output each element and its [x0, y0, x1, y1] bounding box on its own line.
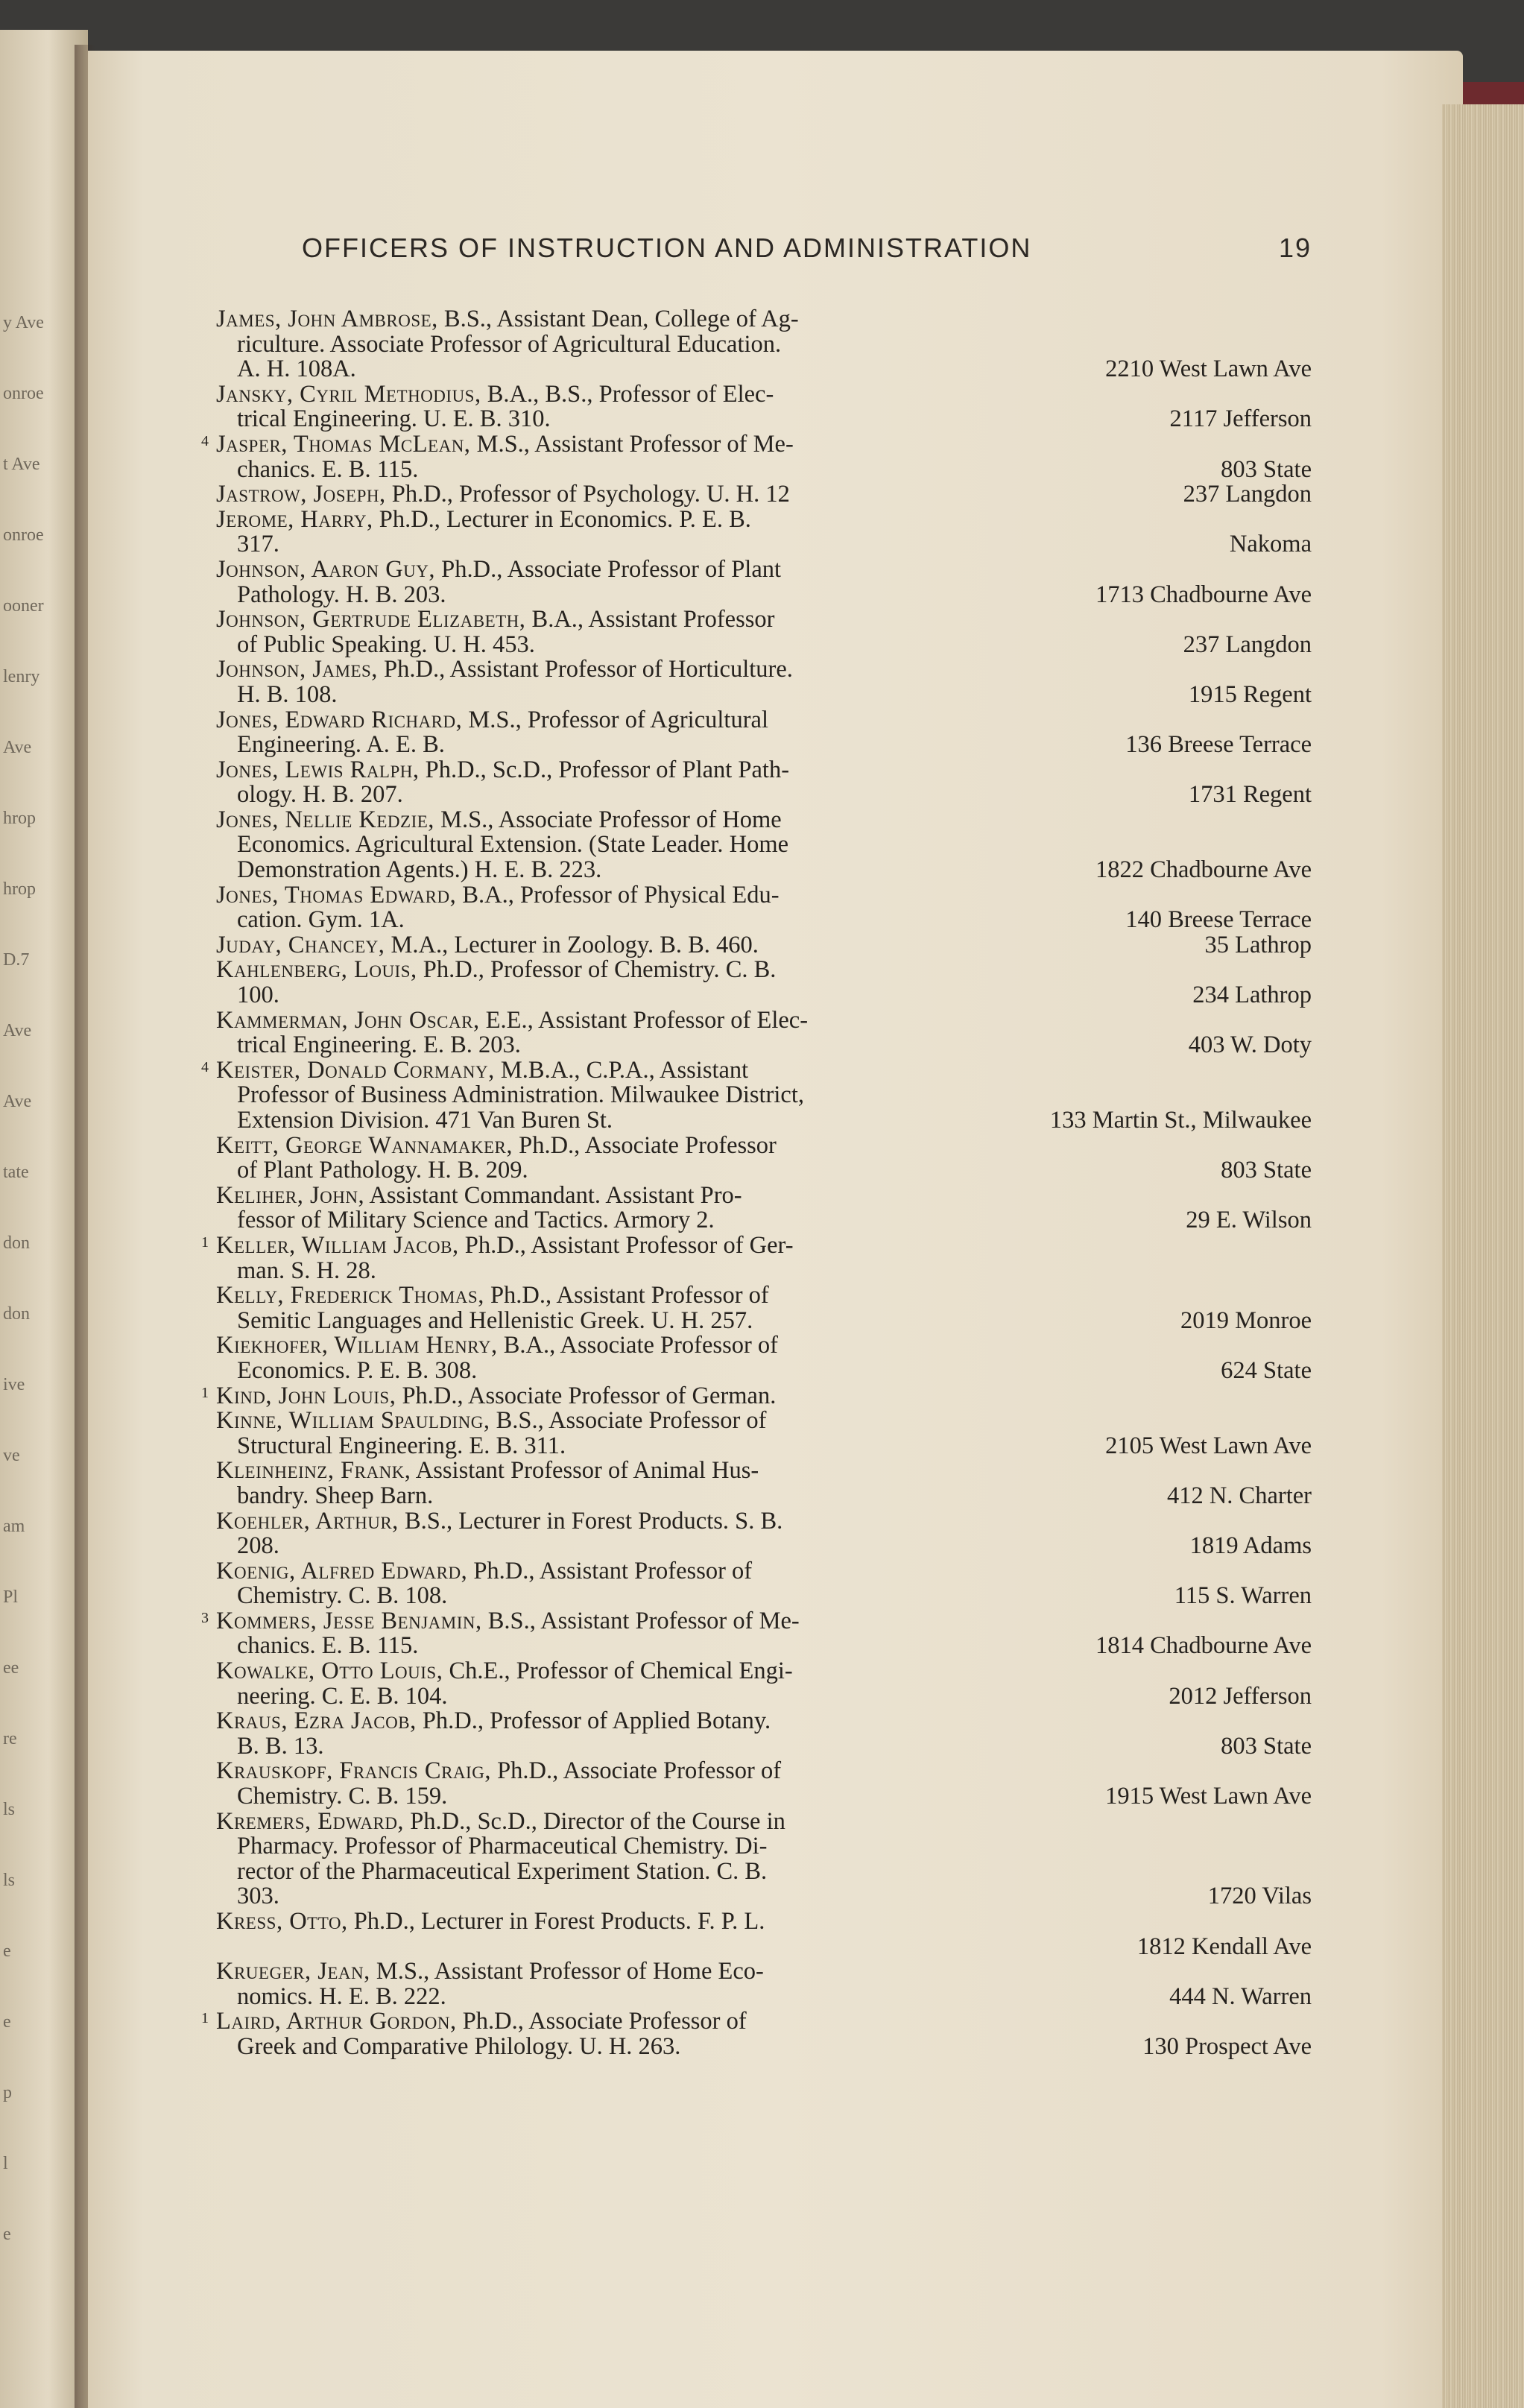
entry-address: 115 S. Warren — [1174, 1582, 1312, 1610]
directory-entry — [216, 958, 1312, 1008]
left-page-fragment: e — [3, 1941, 11, 1961]
entry-text: B. B. 13. — [237, 1732, 324, 1760]
entry-address: Nakoma — [1229, 531, 1312, 558]
entry-text: Economics. Agricultural Extension. (State Leader. Home — [237, 831, 789, 859]
person-name: Juday, Chancey, — [216, 931, 385, 958]
entry-text: trical Engineering. E. B. 203. — [237, 1031, 521, 1059]
entry-text: Economics. P. E. B. 308. — [237, 1356, 478, 1384]
entry-text: M.B.A., C.P.A., Assistant — [500, 1056, 749, 1084]
directory-entry — [216, 1459, 1312, 1508]
directory-entry — [201, 1056, 1312, 1134]
directory-entry — [216, 1131, 1312, 1184]
entry-line — [216, 1356, 1312, 1384]
running-header — [302, 233, 1312, 268]
person-name: Kind, John Louis, — [216, 1382, 396, 1409]
entry-line — [216, 1306, 1312, 1334]
entry-text: chanics. E. B. 115. — [237, 455, 419, 483]
entry-address: 234 Lathrop — [1192, 982, 1312, 1009]
directory-entry — [216, 1959, 1312, 2009]
entry-line — [216, 858, 1312, 883]
footnote-mark: 4 — [201, 432, 209, 449]
person-name: Kinne, William Spaulding, — [216, 1407, 490, 1435]
entry-line — [216, 1634, 1312, 1659]
directory-entry — [216, 1807, 1312, 1910]
person-name: Keller, William Jacob, — [216, 1231, 459, 1259]
entry-line — [201, 1382, 1312, 1409]
person-name: Laird, Arthur Gordon, — [216, 2008, 457, 2035]
entry-line — [216, 1259, 1312, 1284]
entry-line — [216, 1033, 1312, 1058]
directory-entry — [216, 1759, 1312, 1809]
entry-text: fessor of Military Science and Tactics. Armory 2. — [237, 1207, 715, 1234]
entry-line — [216, 933, 1312, 958]
person-name: Koenig, Alfred Edward, — [216, 1557, 468, 1584]
entry-address: 1720 Vilas — [1207, 1883, 1312, 1910]
left-page-fragment: don — [3, 1304, 30, 1324]
entry-line — [216, 758, 1312, 783]
person-name: Koehler, Arthur, — [216, 1507, 399, 1535]
entry-line — [216, 832, 1312, 858]
directory-entry — [216, 1659, 1312, 1709]
entry-text: M.A., Lecturer in Zoology. B. B. 460. — [391, 931, 759, 958]
entry-line — [216, 357, 1312, 382]
person-name: Jones, Nellie Kedzie, — [216, 806, 434, 833]
footnote-mark: 1 — [201, 2010, 209, 2027]
person-name: Kommers, Jesse Benjamin, — [216, 1607, 482, 1634]
entry-address: 2019 Monroe — [1180, 1306, 1312, 1334]
directory-entry — [216, 1283, 1312, 1333]
entry-line — [216, 1083, 1312, 1108]
directory-entry — [216, 607, 1312, 657]
entry-text: Engineering. A. E. B. — [237, 731, 445, 759]
directory-entry — [201, 2008, 1312, 2060]
entry-text: Semitic Languages and Hellenistic Greek. U. H. 257. — [237, 1306, 753, 1334]
entry-text: Ph.D., Assistant Professor of — [490, 1282, 769, 1309]
entry-line — [216, 1158, 1312, 1184]
person-name: Jansky, Cyril Methodius, — [216, 380, 481, 408]
entry-address: 237 Langdon — [1183, 631, 1312, 658]
entry-text: chanics. E. B. 115. — [237, 1632, 419, 1660]
entry-address: 2210 West Lawn Ave — [1105, 355, 1312, 383]
entry-text: man. S. H. 28. — [237, 1257, 376, 1284]
entry-text: Ph.D., Assistant Professor of Ger- — [464, 1231, 794, 1259]
entry-text: Ph.D., Associate Professor of — [497, 1757, 782, 1785]
entry-text: B.A., Professor of Physical Edu- — [462, 881, 780, 908]
directory-entry — [216, 505, 1312, 558]
entry-address: 29 E. Wilson — [1186, 1207, 1312, 1234]
entry-text: Ph.D., Professor of Chemistry. C. B. — [423, 956, 777, 984]
entry-address: 35 Lathrop — [1204, 931, 1312, 958]
entry-line — [216, 1684, 1312, 1710]
entry-text: Chemistry. C. B. 159. — [237, 1783, 448, 1810]
person-name: Kleinheinz, Frank, — [216, 1457, 411, 1485]
directory-entry — [216, 1709, 1312, 1759]
entry-line — [216, 1459, 1312, 1484]
left-page-fragment: hrop — [3, 879, 36, 899]
entry-address: 1915 West Lawn Ave — [1105, 1783, 1312, 1810]
entry-text: M.S., Professor of Agricultural — [468, 706, 768, 733]
directory-entry — [216, 1409, 1312, 1459]
entry-address: 624 State — [1221, 1356, 1312, 1384]
left-page-fragment: Pl — [3, 1587, 19, 1607]
entry-address: 133 Martin St., Milwaukee — [1049, 1107, 1312, 1134]
entry-address: 1731 Regent — [1188, 781, 1312, 809]
entry-line — [216, 733, 1312, 758]
entry-text: bandry. Sheep Barn. — [237, 1482, 434, 1509]
entry-text: M.S., Assistant Professor of Me- — [476, 430, 794, 458]
entry-address: 1819 Adams — [1189, 1532, 1312, 1560]
person-name: Kahlenberg, Louis, — [216, 956, 417, 984]
entry-text: E.E., Assistant Professor of Elec- — [485, 1006, 809, 1034]
entry-line — [216, 1208, 1312, 1233]
left-page-fragment: p — [3, 2083, 12, 2102]
person-name: Johnson, James, — [216, 656, 378, 683]
entry-text: Ch.E., Professor of Chemical Engi- — [449, 1658, 793, 1685]
entry-address: 2012 Jefferson — [1169, 1682, 1312, 1710]
entry-line — [216, 1834, 1312, 1859]
entry-line — [216, 532, 1312, 557]
entry-text: 317. — [237, 531, 279, 558]
person-name: Keitt, George Wannamaker, — [216, 1131, 513, 1159]
entry-line — [216, 1959, 1312, 1985]
entry-text: Structural Engineering. E. B. 311. — [237, 1432, 566, 1459]
entry-text: B.S., Assistant Dean, College of Ag- — [443, 306, 799, 332]
entry-line — [216, 505, 1312, 533]
entry-text: ology. H. B. 207. — [237, 781, 403, 809]
person-name: Jastrow, Joseph, — [216, 481, 386, 508]
entry-line — [216, 1935, 1312, 1960]
person-name: Krauskopf, Francis Craig, — [216, 1757, 491, 1785]
entry-line — [216, 1484, 1312, 1509]
left-page-fragment: e — [3, 2225, 11, 2244]
entry-text: Demonstration Agents.) H. E. B. 223. — [237, 856, 602, 884]
entry-line — [216, 1333, 1312, 1359]
person-name: Jones, Edward Richard, — [216, 706, 463, 733]
page-number: 19 — [1278, 233, 1312, 263]
entry-address: 140 Breese Terrace — [1125, 906, 1312, 934]
entry-line — [216, 583, 1312, 608]
entry-line — [216, 1559, 1312, 1584]
entry-address: 136 Breese Terrace — [1125, 731, 1312, 759]
person-name: Kremers, Edward, — [216, 1807, 405, 1835]
left-page-fragment: D.7 — [3, 950, 30, 970]
entry-line — [216, 1434, 1312, 1459]
entry-line — [216, 808, 1312, 833]
entry-line — [216, 607, 1312, 633]
footnote-mark: 4 — [201, 1058, 209, 1075]
entry-line — [216, 1131, 1312, 1159]
left-page-fragment: ls — [3, 1800, 16, 1819]
entry-text: riculture. Associate Professor of Agricultural Education. — [237, 330, 782, 358]
entry-line — [216, 1734, 1312, 1760]
entry-text: 303. — [237, 1883, 279, 1910]
entry-text: B.S., Associate Professor of — [496, 1407, 767, 1435]
person-name: Jasper, Thomas McLean, — [216, 430, 471, 458]
entry-address: 1822 Chadbourne Ave — [1095, 856, 1312, 884]
entry-line — [216, 482, 1312, 508]
left-page-fragment: t Ave — [3, 455, 40, 474]
entry-line — [216, 1859, 1312, 1885]
entry-text: B.A., B.S., Professor of Elec- — [487, 380, 774, 408]
entry-line — [201, 2008, 1312, 2035]
entry-line — [216, 708, 1312, 733]
entry-address: 237 Langdon — [1183, 481, 1312, 508]
person-name: Jerome, Harry, — [216, 505, 373, 533]
entry-address: 403 W. Doty — [1188, 1031, 1312, 1059]
person-name: Kraus, Ezra Jacob, — [216, 1707, 417, 1735]
directory-entry — [216, 883, 1312, 933]
person-name: Johnson, Gertrude Elizabeth, — [216, 606, 526, 633]
entry-text: Pathology. H. B. 203. — [237, 581, 446, 608]
entry-line — [216, 1807, 1312, 1835]
entry-text: of Public Speaking. U. H. 453. — [237, 631, 535, 658]
entry-line — [216, 1108, 1312, 1134]
entry-line — [216, 1584, 1312, 1609]
person-name: Kress, Otto, — [216, 1908, 348, 1935]
entry-line — [216, 1759, 1312, 1784]
entry-text: B.S., Lecturer in Forest Products. S. B. — [404, 1507, 783, 1535]
entry-text: B.S., Assistant Professor of Me- — [487, 1607, 800, 1634]
entry-text: Assistant Commandant. Assistant Pro- — [369, 1181, 742, 1209]
entry-line — [216, 958, 1312, 983]
entry-address: 803 State — [1221, 1157, 1312, 1184]
entry-line — [216, 1008, 1312, 1034]
directory-entry — [216, 1181, 1312, 1234]
person-name: Krueger, Jean, — [216, 1958, 370, 1985]
entry-text: B.A., Assistant Professor — [531, 606, 775, 633]
entry-line — [216, 1409, 1312, 1434]
person-name: Kelly, Frederick Thomas, — [216, 1282, 484, 1309]
entry-line — [216, 307, 1312, 332]
footnote-mark: 3 — [201, 1609, 209, 1626]
entry-address: 2117 Jefferson — [1169, 405, 1312, 433]
entry-text: 100. — [237, 982, 279, 1009]
entry-line — [216, 1283, 1312, 1309]
left-page-fragment: lenry — [3, 667, 40, 686]
entry-line — [216, 633, 1312, 658]
left-page-fragment: Ave — [3, 1092, 32, 1111]
left-page-fragment: ive — [3, 1375, 25, 1394]
entry-address: 2105 West Lawn Ave — [1105, 1432, 1312, 1459]
person-name: Keister, Donald Cormany, — [216, 1056, 495, 1084]
header-title: OFFICERS OF INSTRUCTION AND ADMINISTRATION — [302, 233, 1032, 263]
directory-entry — [201, 1607, 1312, 1660]
directory-entry — [216, 808, 1312, 883]
entry-line — [201, 430, 1312, 458]
left-page-fragment: ooner — [3, 596, 44, 616]
entry-line — [216, 1909, 1312, 1935]
entry-text: Ph.D., Assistant Professor of Horticulture. — [384, 656, 793, 683]
entry-line — [201, 1056, 1312, 1084]
person-name: Jones, Lewis Ralph, — [216, 756, 420, 783]
person-name: James, John Ambrose, — [216, 306, 438, 332]
entry-address: 803 State — [1221, 1732, 1312, 1760]
left-page-fragment: Ave — [3, 1021, 32, 1040]
entry-line — [216, 2032, 1312, 2060]
directory-entry — [216, 482, 1312, 508]
directory-entry — [216, 657, 1312, 707]
entry-text: B.A., Associate Professor of — [503, 1332, 778, 1359]
entry-text: nomics. H. E. B. 222. — [237, 1982, 446, 2010]
directory-entry — [216, 1559, 1312, 1609]
entry-text: M.S., Associate Professor of Home — [440, 806, 782, 833]
person-name: Kiekhofer, William Henry, — [216, 1332, 498, 1359]
directory-entry — [216, 1008, 1312, 1058]
entry-text: Ph.D., Associate Professor of — [462, 2008, 747, 2035]
directory-list — [201, 306, 1312, 2060]
left-page-fragment: onroe — [3, 384, 44, 403]
entry-text: Professor of Business Administration. Milwaukee District, — [237, 1081, 804, 1109]
entry-text: trical Engineering. U. E. B. 310. — [237, 405, 551, 433]
entry-address: 1915 Regent — [1188, 680, 1312, 708]
entry-text: Extension Division. 471 Van Buren St. — [237, 1107, 613, 1134]
entry-text: Ph.D., Associate Professor of Plant — [441, 555, 782, 583]
directory-entry — [216, 557, 1312, 607]
left-page-fragment: ls — [3, 1871, 16, 1890]
person-name: Johnson, Aaron Guy, — [216, 555, 436, 583]
directory-entry — [216, 382, 1312, 432]
directory-entry — [201, 1382, 1312, 1409]
entry-line — [216, 1509, 1312, 1535]
entry-line — [216, 557, 1312, 583]
entry-address: 1814 Chadbourne Ave — [1095, 1632, 1312, 1660]
entry-line — [216, 407, 1312, 432]
entry-text: Chemistry. C. B. 108. — [237, 1582, 448, 1610]
left-page-fragment: tate — [3, 1163, 29, 1182]
person-name: Keliher, John, — [216, 1181, 365, 1209]
entry-line — [216, 332, 1312, 358]
directory-entry — [216, 1909, 1312, 1959]
left-page-fragment: re — [3, 1729, 17, 1748]
entry-address: 1812 Kendall Ave — [1136, 1933, 1312, 1960]
entry-line — [216, 657, 1312, 683]
entry-line — [216, 783, 1312, 808]
entry-address: 412 N. Charter — [1166, 1482, 1312, 1509]
entry-line — [216, 1181, 1312, 1209]
entry-text: Ph.D., Associate Professor — [519, 1131, 777, 1159]
left-page-fragment: y Ave — [3, 313, 44, 332]
directory-entry — [216, 1509, 1312, 1559]
left-page-fragment: l — [3, 2154, 8, 2173]
entry-text: of Plant Pathology. H. B. 209. — [237, 1157, 528, 1184]
entry-line — [216, 455, 1312, 483]
entry-text: Ph.D., Assistant Professor of — [473, 1557, 753, 1584]
entry-text: 208. — [237, 1532, 279, 1560]
directory-entry — [201, 430, 1312, 483]
entry-line — [201, 1231, 1312, 1259]
entry-line — [216, 983, 1312, 1008]
directory-entry — [216, 307, 1312, 382]
entry-text: Greek and Comparative Philology. U. H. 263. — [237, 2032, 681, 2060]
entry-address: 444 N. Warren — [1169, 1982, 1312, 2010]
left-page-fragment: onroe — [3, 525, 44, 545]
person-name: Jones, Thomas Edward, — [216, 881, 457, 908]
person-name: Kowalke, Otto Louis, — [216, 1658, 443, 1685]
directory-entry — [216, 933, 1312, 958]
footnote-mark: 1 — [201, 1384, 209, 1401]
directory-entry — [201, 1231, 1312, 1284]
entry-text: Ph.D., Sc.D., Director of the Course in — [410, 1807, 785, 1835]
entry-line — [216, 908, 1312, 933]
page-edges — [1442, 104, 1524, 2408]
person-name: Kammerman, John Oscar, — [216, 1006, 480, 1034]
entry-text: Assistant Professor of Animal Hus- — [415, 1457, 759, 1485]
entry-address: 130 Prospect Ave — [1142, 2032, 1312, 2060]
entry-text: Ph.D., Sc.D., Professor of Plant Path- — [425, 756, 790, 783]
left-page-fragment: don — [3, 1233, 30, 1253]
entry-line — [201, 1607, 1312, 1634]
left-page-fragment: e — [3, 2012, 11, 2032]
entry-line — [216, 382, 1312, 408]
entry-line — [216, 1659, 1312, 1684]
entry-text: Ph.D., Lecturer in Economics. P. E. B. — [379, 505, 751, 533]
entry-line — [216, 1982, 1312, 2010]
entry-text: neering. C. E. B. 104. — [237, 1682, 448, 1710]
footnote-mark: 1 — [201, 1233, 209, 1251]
entry-line — [216, 1534, 1312, 1559]
entry-text: Ph.D., Lecturer in Forest Products. F. P. L. — [353, 1908, 765, 1935]
entry-address: 803 State — [1221, 455, 1312, 483]
entry-line — [216, 680, 1312, 708]
entry-text: A. H. 108A. — [237, 355, 356, 383]
entry-text: Ph.D., Professor of Psychology. U. H. 12 — [391, 481, 790, 508]
entry-text: Pharmacy. Professor of Pharmaceutical Chemistry. Di- — [237, 1833, 768, 1860]
entry-line — [216, 883, 1312, 908]
left-page-fragment: am — [3, 1517, 25, 1536]
entry-text: Ph.D., Professor of Applied Botany. — [422, 1707, 771, 1735]
left-page-fragment: Ave — [3, 738, 32, 757]
left-page-fragment: ee — [3, 1658, 19, 1678]
left-page-fragment: hrop — [3, 809, 36, 828]
entry-line — [216, 1884, 1312, 1909]
entry-text: cation. Gym. 1A. — [237, 906, 405, 934]
entry-line — [216, 1784, 1312, 1810]
entry-text: M.S., Assistant Professor of Home Eco- — [376, 1958, 764, 1985]
entry-text: Ph.D., Associate Professor of German. — [402, 1382, 777, 1409]
entry-text: rector of the Pharmaceutical Experiment Station. C. B. — [237, 1857, 768, 1885]
entry-address: 1713 Chadbourne Ave — [1095, 581, 1312, 608]
entry-text: H. B. 108. — [237, 680, 338, 708]
left-page-fragment: ve — [3, 1446, 20, 1465]
entry-line — [216, 1709, 1312, 1734]
directory-entry — [216, 758, 1312, 808]
directory-entry — [216, 1333, 1312, 1383]
directory-entry — [216, 708, 1312, 758]
